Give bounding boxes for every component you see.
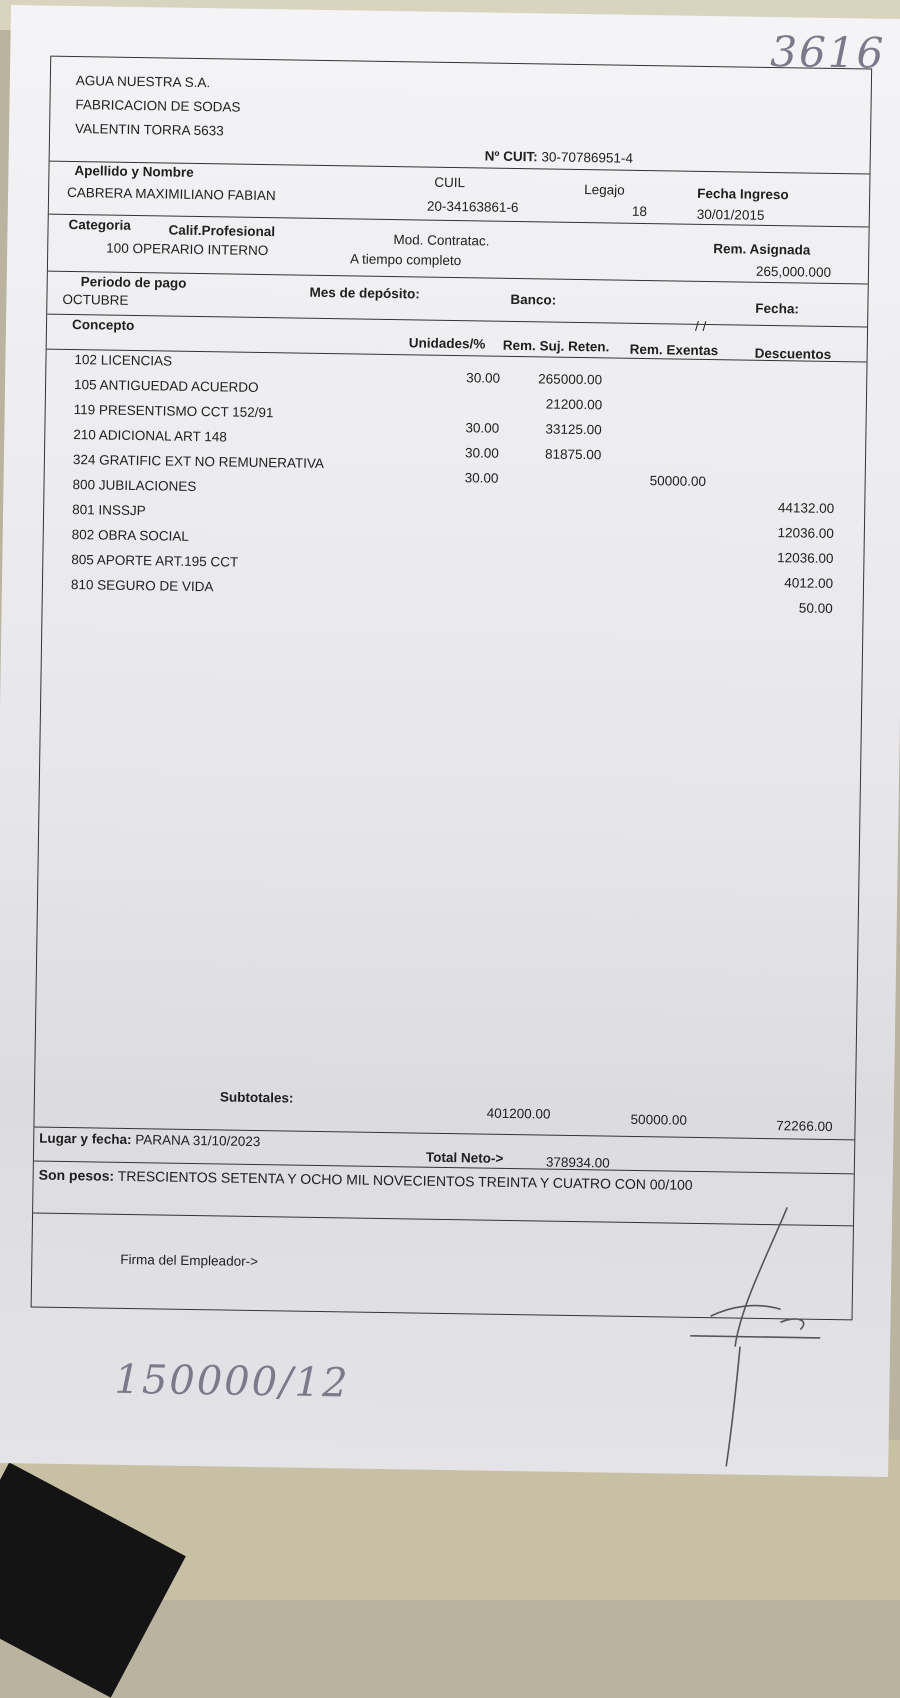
mes-deposito-label: Mes de depósito: (309, 284, 420, 302)
lugar-fecha-field (39, 1131, 260, 1149)
subtotal-descuentos: 72266.00 (776, 1118, 833, 1135)
rem-suj-value: 21200.00 (545, 396, 603, 413)
payslip-receipt (31, 56, 873, 1321)
header-unidades: Unidades/% (408, 335, 486, 352)
concept-name: 802 OBRA SOCIAL (71, 527, 189, 544)
divider (47, 314, 867, 328)
unidades-value: 30.00 (465, 420, 500, 436)
fecha-label: Fecha: (755, 300, 800, 317)
son-pesos-label: Son pesos: (38, 1166, 115, 1184)
concept-name: 324 GRATIFIC EXT NO REMUNERATIVA (72, 452, 325, 471)
cuil-label: CUIL (434, 174, 466, 191)
total-neto-label: Total Neto-> (425, 1149, 504, 1166)
rem-suj-value: 265000.00 (538, 371, 603, 388)
employee-name: CABRERA MAXIMILIANO FABIAN (66, 184, 276, 204)
concept-name: 105 ANTIGUEDAD ACUERDO (73, 377, 259, 395)
subtotal-rem-exentas: 50000.00 (630, 1111, 688, 1128)
legajo-label: Legajo (584, 182, 625, 198)
concept-name: 810 SEGURO DE VIDA (70, 577, 214, 595)
banco-label: Banco: (510, 291, 557, 308)
concept-name: 102 LICENCIAS (74, 352, 173, 369)
calif-profesional-label: Calif.Profesional (168, 222, 276, 240)
company-name: AGUA NUESTRA S.A. (75, 73, 211, 91)
rem-exentas-value: 50000.00 (649, 473, 707, 489)
total-neto-value: 378934.00 (545, 1154, 610, 1171)
descuentos-value: 12036.00 (777, 525, 834, 542)
cuit-label: Nº CUIT: (484, 148, 538, 165)
cuit-field (485, 148, 634, 165)
descuentos-value: 12036.00 (777, 550, 834, 567)
firma-empleador-label: Firma del Empleador-> (120, 1251, 259, 1270)
son-pesos-value: TRESCIENTOS SETENTA Y OCHO MIL NOVECIENTOS TREINTA Y CUATRO CON 00/100 (117, 1167, 693, 1193)
categoria-label: Categoria (68, 216, 132, 233)
periodo-value: OCTUBRE (62, 291, 129, 308)
periodo-label: Periodo de pago (80, 274, 187, 291)
son-pesos-field (39, 1167, 693, 1193)
company-address: VALENTIN TORRA 5633 (75, 121, 224, 139)
rem-suj-value: 81875.00 (544, 446, 602, 463)
handwritten-note: 150000/12 (114, 1356, 350, 1407)
lugar-fecha-label: Lugar y fecha: (39, 1130, 132, 1148)
descuentos-value: 44132.00 (777, 500, 835, 517)
cuit-value: 30-70786951-4 (541, 149, 634, 166)
value-list (42, 364, 866, 627)
unidades-value: 30.00 (464, 445, 499, 461)
payslip-paper (0, 5, 900, 1477)
concept-name: 805 APORTE ART.195 CCT (71, 552, 239, 570)
concept-name: 210 ADICIONAL ART 148 (73, 427, 228, 445)
descuentos-value: 4012.00 (784, 575, 834, 592)
header-rem-suj-reten: Rem. Suj. Reten. (502, 337, 610, 355)
header-descuentos: Descuentos (754, 345, 832, 362)
unidades-value: 30.00 (464, 470, 499, 486)
header-concepto: Concepto (71, 317, 135, 333)
header-rem-exentas: Rem. Exentas (629, 341, 719, 359)
concept-name: 801 INSSJP (72, 502, 146, 519)
concept-name: 119 PRESENTISMO CCT 152/91 (73, 402, 274, 421)
rem-suj-value: 33125.00 (545, 421, 602, 438)
fecha-ingreso-label: Fecha Ingreso (697, 185, 789, 203)
cuil-value: 20-34163861-6 (426, 198, 519, 216)
fecha-ingreso-value: 30/01/2015 (696, 206, 765, 223)
subtotales-label: Subtotales: (219, 1089, 294, 1106)
concept-name: 800 JUBILACIONES (72, 477, 197, 494)
mod-contratac-label: Mod. Contratac. (393, 232, 490, 249)
legajo-value: 18 (631, 203, 648, 220)
fecha-value: / / (694, 318, 707, 334)
company-activity: FABRICACION DE SODAS (75, 97, 241, 115)
rem-asignada-label: Rem. Asignada (713, 241, 811, 258)
descuentos-value: 50.00 (798, 600, 833, 616)
lugar-fecha-value: PARANA 31/10/2023 (135, 1132, 261, 1150)
rem-asignada-value: 265,000.000 (755, 263, 832, 280)
signature-mark (668, 1196, 832, 1478)
unidades-value: 30.00 (466, 370, 501, 386)
handwritten-number: 3616 (770, 26, 886, 78)
mod-contratac-value: A tiempo completo (349, 251, 462, 269)
subtotal-rem-suj: 401200.00 (486, 1105, 551, 1122)
categoria-value: 100 OPERARIO INTERNO (106, 240, 269, 259)
name-label: Apellido y Nombre (74, 163, 194, 180)
